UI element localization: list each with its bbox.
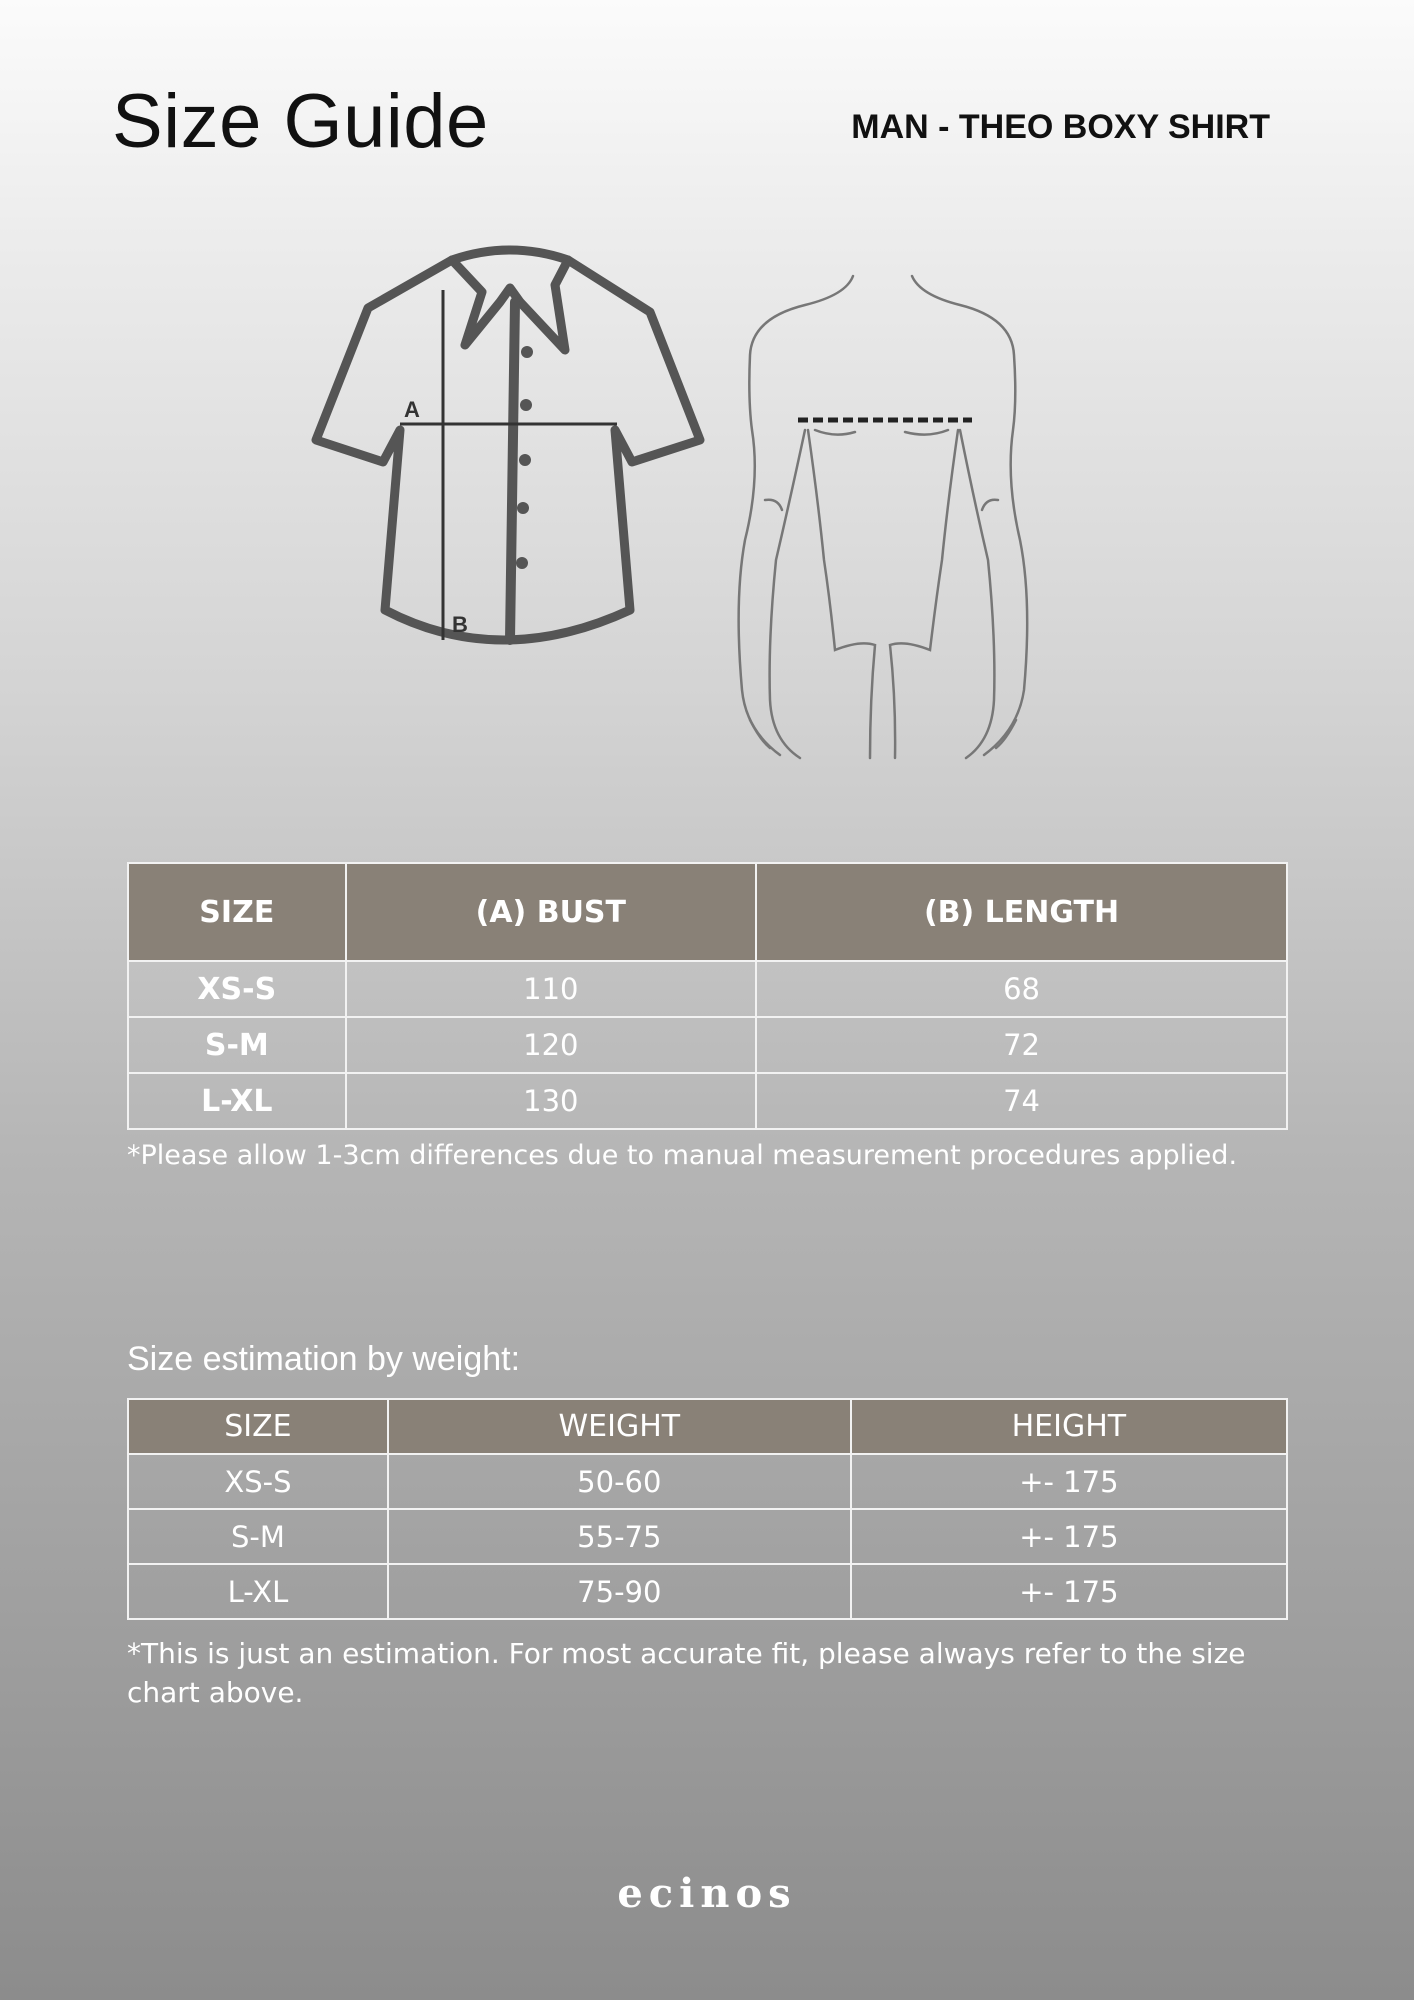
- header-weight: WEIGHT: [388, 1399, 851, 1454]
- size-cell: XS-S: [128, 961, 346, 1017]
- measurements-table: [127, 862, 1288, 1130]
- length-cell: 74: [756, 1073, 1287, 1129]
- label-a: A: [404, 397, 420, 422]
- table-row: [128, 1017, 1287, 1073]
- header-height: HEIGHT: [851, 1399, 1287, 1454]
- size-cell: S-M: [128, 1509, 388, 1564]
- header-size: SIZE: [128, 863, 346, 961]
- header-size: SIZE: [128, 1399, 388, 1454]
- shirt-icon: [316, 250, 700, 640]
- table-row: [128, 961, 1287, 1017]
- table-header-row: [128, 1399, 1287, 1454]
- header-length: (B) LENGTH: [756, 863, 1287, 961]
- measurement-illustrations: [0, 0, 1414, 780]
- height-cell: +- 175: [851, 1454, 1287, 1509]
- size-cell: L-XL: [128, 1073, 346, 1129]
- weight-table: [127, 1398, 1288, 1620]
- height-cell: +- 175: [851, 1564, 1287, 1619]
- size-cell: XS-S: [128, 1454, 388, 1509]
- table-row: [128, 1454, 1287, 1509]
- label-b: B: [452, 612, 468, 637]
- length-cell: 68: [756, 961, 1287, 1017]
- weight-cell: 50-60: [388, 1454, 851, 1509]
- bust-cell: 110: [346, 961, 756, 1017]
- weight-section-title: Size estimation by weight:: [127, 1340, 521, 1378]
- header-bust: (A) BUST: [346, 863, 756, 961]
- table-row: [128, 1509, 1287, 1564]
- bust-cell: 120: [346, 1017, 756, 1073]
- product-name: MAN - THEO BOXY SHIRT: [851, 108, 1270, 146]
- bust-cell: 130: [346, 1073, 756, 1129]
- weight-cell: 75-90: [388, 1564, 851, 1619]
- brand-logo: ecinos: [617, 1870, 797, 1917]
- height-cell: +- 175: [851, 1509, 1287, 1564]
- weight-cell: 55-75: [388, 1509, 851, 1564]
- measurement-note: *Please allow 1-3cm differences due to manual measurement procedures applied.: [127, 1140, 1238, 1171]
- torso-icon: [739, 276, 1028, 758]
- size-cell: S-M: [128, 1017, 346, 1073]
- table-row: [128, 1564, 1287, 1619]
- table-header-row: [128, 863, 1287, 961]
- size-cell: L-XL: [128, 1564, 388, 1619]
- page-title: Size Guide: [112, 79, 489, 164]
- table-row: [128, 1073, 1287, 1129]
- estimation-note: *This is just an estimation. For most accurate fit, please always refer to the size chart above.: [127, 1637, 1246, 1709]
- length-cell: 72: [756, 1017, 1287, 1073]
